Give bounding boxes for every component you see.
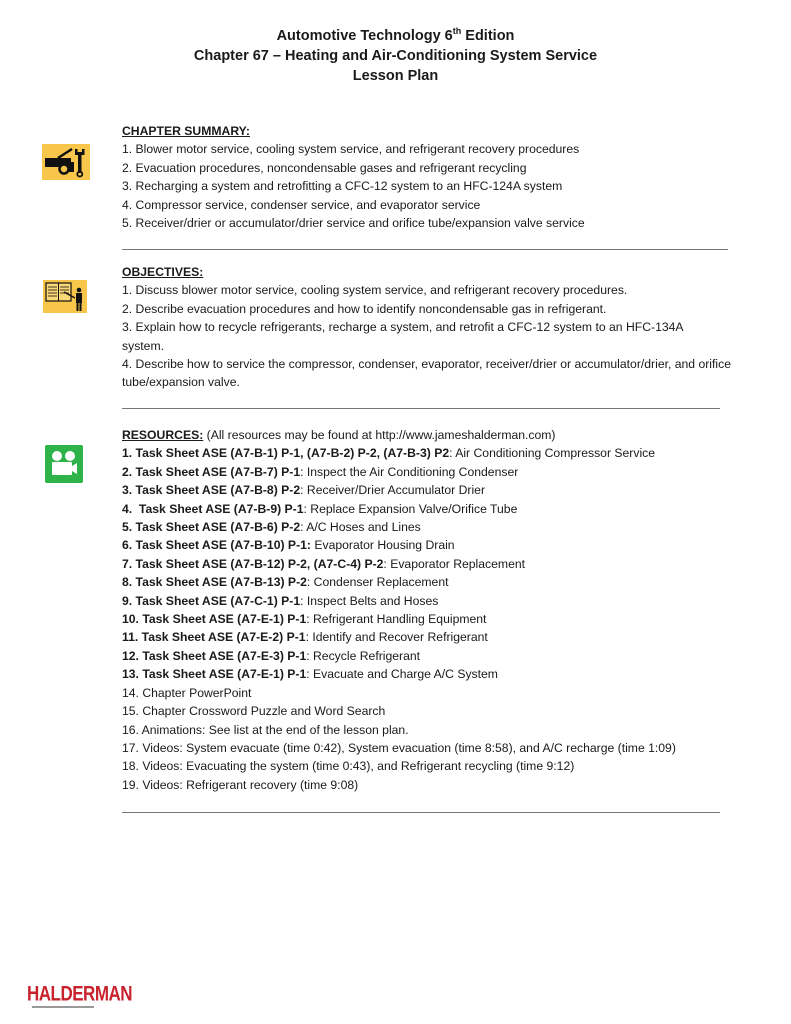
summary-item: 1. Blower motor service, cooling system service, and refrigerant recovery procedures — [122, 142, 580, 157]
resource-item: 5. Task Sheet ASE (A7-B-6) P-2: A/C Hoses and Lines — [122, 520, 421, 535]
summary-item: 3. Recharging a system and retrofitting a CFC-12 system to an HFC-124A system — [122, 179, 563, 194]
car-repair-icon — [42, 144, 90, 180]
lesson-plan-title: Lesson Plan — [352, 68, 439, 84]
resource-item: 13. Task Sheet ASE (A7-E-1) P-1: Evacuate and Charge A/C System — [122, 667, 498, 682]
resource-item: 14. Chapter PowerPoint — [122, 685, 252, 700]
resource-item: 10. Task Sheet ASE (A7-E-1) P-1: Refrigerant Handling Equipment — [122, 612, 487, 627]
chapter-summary-section — [122, 122, 747, 232]
objective-item: 1. Discuss blower motor service, cooling system service, and refrigerant recovery procedures. — [122, 283, 628, 298]
document-header — [0, 26, 791, 86]
chapter-title: Chapter 67 – Heating and Air-Conditioning System Service — [193, 48, 598, 64]
resource-item: 17. Videos: System evacuate (time 0:42), System evacuation (time 8:58), and A/C recharge (time 1:09) — [122, 740, 676, 755]
summary-item: 5. Receiver/drier or accumulator/drier service and orifice tube/expansion valve service — [122, 216, 585, 231]
section-divider — [122, 249, 728, 250]
resource-item: 9. Task Sheet ASE (A7-C-1) P-1: Inspect Belts and Hoses — [122, 593, 439, 608]
summary-item: 4. Compressor service, condenser service, and evaporator service — [122, 197, 481, 212]
resources-intro: (All resources may be found at http://www.jameshalderman.com) — [203, 428, 556, 442]
section-divider — [122, 812, 720, 813]
resource-item: 3. Task Sheet ASE (A7-B-8) P-2: Receiver/Drier Accumulator Drier — [122, 483, 486, 498]
resources-section — [122, 426, 747, 794]
objective-item: 2. Describe evacuation procedures and how to identify noncondensable gas in refrigerant. — [122, 301, 607, 316]
resources-heading: RESOURCES: — [122, 428, 204, 442]
objectives-heading: OBJECTIVES: — [122, 265, 204, 279]
resource-item: 1. Task Sheet ASE (A7-B-1) P-1, (A7-B-2) P-2, (A7-B-3) P2: Air Conditioning Compressor Service — [122, 446, 656, 461]
resource-item: 7. Task Sheet ASE (A7-B-12) P-2, (A7-C-4) P-2: Evaporator Replacement — [122, 556, 526, 571]
resource-item: 4. Task Sheet ASE (A7-B-9) P-1: Replace Expansion Valve/Orifice Tube — [122, 501, 518, 516]
resource-item: 18. Videos: Evacuating the system (time 0:43), and Refrigerant recycling (time 9:12) — [122, 759, 575, 774]
resource-item: 19. Videos: Refrigerant recovery (time 9:08) — [122, 777, 359, 792]
resource-item: 2. Task Sheet ASE (A7-B-7) P-1: Inspect the Air Conditioning Condenser — [122, 464, 519, 479]
halderman-logo: HALDERMAN — [27, 983, 99, 1008]
video-camera-icon — [45, 445, 83, 483]
resource-item: 16. Animations: See list at the end of the lesson plan. — [122, 722, 409, 737]
objectives-section — [122, 263, 752, 392]
resource-item: 15. Chapter Crossword Puzzle and Word Search — [122, 704, 386, 719]
book-title: Automotive Technology 6th Edition — [276, 26, 515, 44]
section-divider — [122, 408, 720, 409]
objective-item: 4. Describe how to service the compressor, condenser, evaporator, receiver/drier or accumulator/drier, and orifice tube/expansion valve. — [122, 357, 731, 390]
resource-item: 11. Task Sheet ASE (A7-E-2) P-1: Identify and Recover Refrigerant — [122, 630, 488, 645]
resource-item: 6. Task Sheet ASE (A7-B-10) P-1: Evaporator Housing Drain — [122, 538, 455, 553]
presentation-teacher-icon — [43, 280, 87, 313]
summary-item: 2. Evacuation procedures, noncondensable gases and refrigerant recycling — [122, 160, 527, 175]
objective-item: 3. Explain how to recycle refrigerants, recharge a system, and retrofit a CFC-12 system to an HFC-134A system. — [122, 320, 683, 353]
resource-item: 8. Task Sheet ASE (A7-B-13) P-2: Condenser Replacement — [122, 575, 449, 590]
resource-item: 12. Task Sheet ASE (A7-E-3) P-1: Recycle Refrigerant — [122, 648, 421, 663]
chapter-summary-heading: CHAPTER SUMMARY: — [122, 124, 250, 138]
resources-header — [122, 426, 747, 444]
